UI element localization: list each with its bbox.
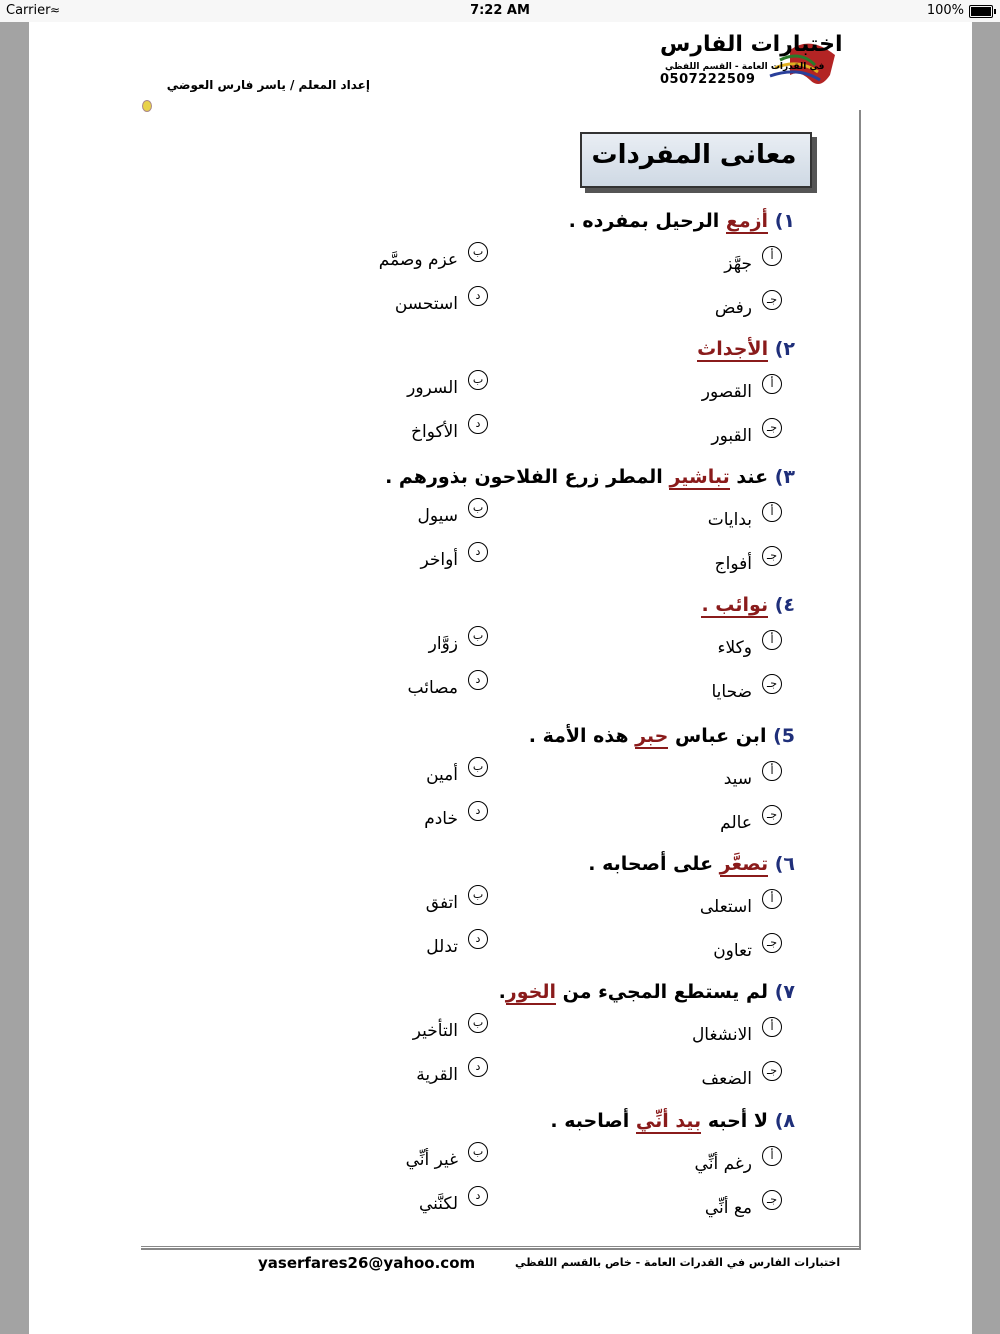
option-text: بدايات: [707, 510, 752, 530]
option-text: القبور: [711, 426, 752, 446]
option-text: الانشغال: [691, 1025, 752, 1045]
option-text: سيد: [723, 769, 752, 789]
question-7: [499, 981, 795, 1003]
option-c[interactable]: [704, 1193, 782, 1218]
question-keyword: تصعَّر: [719, 853, 769, 875]
option-text: القرية: [416, 1065, 458, 1085]
option-marker: أ: [762, 246, 782, 266]
question-number: ٦): [774, 853, 795, 875]
option-b[interactable]: [426, 760, 488, 785]
option-text: القصور: [701, 382, 752, 402]
option-marker: ب: [468, 626, 488, 646]
option-marker: جـ: [762, 290, 782, 310]
question-post: الرحيل بمفرده .: [568, 210, 726, 232]
option-c[interactable]: [713, 936, 782, 961]
option-text: عالم: [720, 813, 752, 833]
question-number: ٤): [774, 594, 795, 616]
question-5: [529, 725, 795, 747]
option-a[interactable]: [724, 249, 782, 274]
option-marker: د: [468, 414, 488, 434]
option-marker: أ: [762, 761, 782, 781]
footer-divider: [141, 1246, 859, 1247]
status-bar: [0, 0, 1000, 22]
option-marker: د: [468, 929, 488, 949]
option-c[interactable]: [701, 1064, 782, 1089]
question-pre: ابن عباس: [668, 725, 767, 747]
question-post: .: [498, 981, 506, 1003]
option-d[interactable]: [416, 1060, 488, 1085]
option-a[interactable]: [694, 1149, 782, 1174]
option-a[interactable]: [691, 1020, 782, 1045]
option-text: جهَّز: [724, 254, 752, 274]
option-d[interactable]: [411, 417, 488, 442]
option-text: الأكواخ: [411, 422, 458, 442]
question-number: ٨): [774, 1110, 795, 1132]
question-post: على أصحابه .: [588, 853, 720, 875]
option-a[interactable]: [699, 892, 782, 917]
option-marker: أ: [762, 630, 782, 650]
option-b[interactable]: [378, 245, 488, 270]
option-d[interactable]: [426, 932, 488, 957]
option-marker: جـ: [762, 418, 782, 438]
option-b[interactable]: [405, 1145, 488, 1170]
option-text: غير أنِّي: [405, 1150, 458, 1170]
author-line: إعداد المعلم / ياسر فارس العوضي: [166, 78, 370, 92]
option-text: رفض: [714, 298, 752, 318]
option-marker: جـ: [762, 1190, 782, 1210]
question-keyword: تباشير: [669, 466, 730, 488]
option-marker: أ: [762, 1146, 782, 1166]
option-text: أمين: [426, 765, 458, 785]
option-c[interactable]: [720, 808, 782, 833]
option-marker: ب: [468, 1013, 488, 1033]
option-marker: ب: [468, 757, 488, 777]
clock: 7:22 AM: [470, 3, 530, 18]
option-c[interactable]: [714, 293, 782, 318]
question-post: المطر زرع الفلاحون بذورهم .: [385, 466, 670, 488]
question-6: [588, 853, 795, 875]
question-keyword: الخور: [505, 981, 556, 1003]
option-marker: ب: [468, 885, 488, 905]
logo-subtitle: في القدرات العامة - القسم اللفظي: [665, 62, 825, 72]
option-marker: جـ: [762, 674, 782, 694]
question-number: ٢): [774, 338, 795, 360]
question-number: 5): [773, 725, 795, 747]
option-text: تعاون: [713, 941, 752, 961]
question-3: [385, 466, 795, 488]
option-a[interactable]: [717, 633, 782, 658]
question-8: [550, 1110, 795, 1132]
option-marker: جـ: [762, 1061, 782, 1081]
question-keyword: نوائب .: [701, 594, 769, 616]
option-marker: د: [468, 1057, 488, 1077]
option-b[interactable]: [407, 373, 488, 398]
battery-percent: 100%: [926, 3, 964, 18]
option-text: وكلاء: [717, 638, 752, 658]
option-c[interactable]: [714, 549, 782, 574]
option-marker: ب: [468, 1142, 488, 1162]
option-b[interactable]: [412, 1016, 488, 1041]
option-a[interactable]: [701, 377, 782, 402]
option-marker: جـ: [762, 546, 782, 566]
option-marker: أ: [762, 1017, 782, 1037]
option-text: مع أنِّي: [704, 1198, 752, 1218]
option-text: زوَّار: [428, 634, 458, 654]
option-marker: أ: [762, 502, 782, 522]
option-b[interactable]: [417, 501, 488, 526]
option-text: أواخر: [420, 550, 458, 570]
worksheet-title: معانى المفردات: [591, 140, 797, 170]
option-marker: أ: [762, 889, 782, 909]
option-marker: ب: [468, 498, 488, 518]
option-d[interactable]: [420, 545, 488, 570]
option-text: رغم أنِّي: [694, 1154, 752, 1174]
option-marker: ب: [468, 242, 488, 262]
option-a[interactable]: [723, 764, 782, 789]
question-keyword: حبر: [635, 725, 669, 747]
logo-phone: 0507222509: [660, 72, 756, 87]
question-4: [701, 594, 795, 616]
option-text: خادم: [424, 809, 458, 829]
carrier-label: Carrier: [6, 3, 51, 18]
option-text: أفواج: [714, 554, 752, 574]
option-text: الضعف: [701, 1069, 752, 1089]
option-text: سيول: [417, 506, 458, 526]
question-keyword: الأجداث: [697, 338, 769, 360]
option-b[interactable]: [428, 629, 488, 654]
question-number: ٣): [774, 466, 795, 488]
option-text: مصائب: [407, 678, 458, 698]
option-text: لكنَّني: [419, 1194, 458, 1214]
option-c[interactable]: [711, 421, 782, 446]
question-post: هذه الأمة .: [528, 725, 636, 747]
option-d[interactable]: [419, 1189, 488, 1214]
option-marker: جـ: [762, 933, 782, 953]
option-text: اتفق: [425, 893, 458, 913]
option-marker: د: [468, 801, 488, 821]
question-pre: لم يستطع المجيء من: [555, 981, 769, 1003]
question-keyword: بيد أنِّي: [635, 1110, 702, 1132]
pin-icon: [142, 100, 152, 112]
option-marker: د: [468, 542, 488, 562]
option-text: السرور: [407, 378, 458, 398]
option-text: استعلى: [699, 897, 752, 917]
question-number: ٧): [774, 981, 795, 1003]
option-text: تدلل: [426, 937, 458, 957]
question-post: أصاحبه .: [550, 1110, 636, 1132]
question-keyword: أزمع: [725, 210, 769, 232]
question-pre: لا أحبه: [701, 1110, 769, 1132]
question-1: [569, 210, 795, 232]
option-marker: أ: [762, 374, 782, 394]
question-number: ١): [774, 210, 795, 232]
option-d[interactable]: [407, 673, 488, 698]
logo-title: اختبارات الفارس: [660, 32, 843, 57]
question-2: [697, 338, 795, 360]
wifi-icon: ≈: [50, 3, 61, 17]
option-d[interactable]: [424, 804, 488, 829]
option-marker: ب: [468, 370, 488, 390]
option-text: عزم وصمَّم: [378, 250, 458, 270]
option-marker: د: [468, 1186, 488, 1206]
option-text: ضحايا: [711, 682, 752, 702]
option-c[interactable]: [711, 677, 783, 702]
footer-text: اختبارات الفارس في القدرات العامة - خاص بالقسم اللفظي: [515, 1256, 841, 1269]
option-b[interactable]: [425, 888, 488, 913]
battery-icon: [969, 5, 993, 18]
question-pre: عند: [729, 466, 769, 488]
option-marker: د: [468, 670, 488, 690]
option-marker: د: [468, 286, 488, 306]
option-text: التأخير: [412, 1021, 458, 1041]
option-a[interactable]: [707, 505, 782, 530]
option-marker: جـ: [762, 805, 782, 825]
option-d[interactable]: [394, 289, 488, 314]
footer-email: yaserfares26@yahoo.com: [258, 1254, 476, 1272]
option-text: استحسن: [394, 294, 458, 314]
